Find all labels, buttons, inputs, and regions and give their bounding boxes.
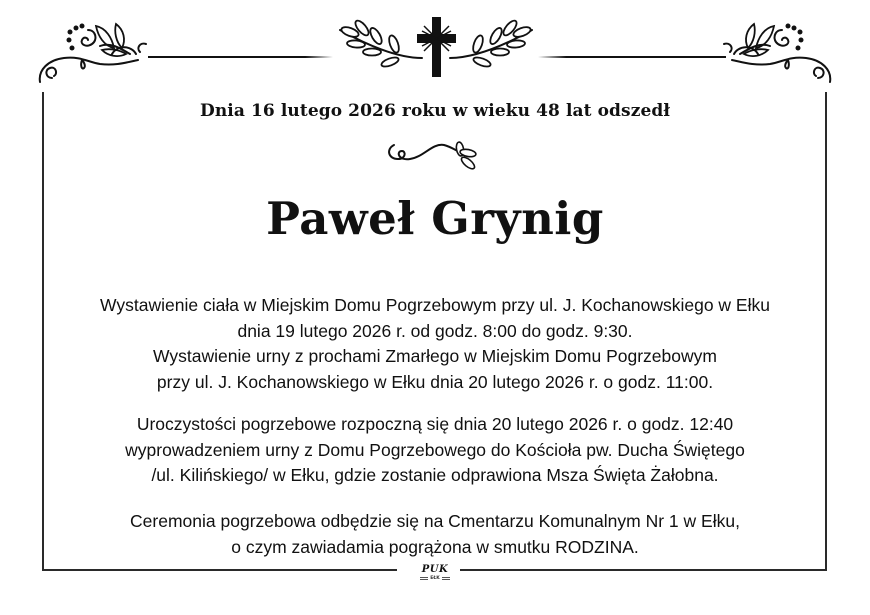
- paragraph-line: o czym zawiadamia pogrążona w smutku RODZINA.: [231, 536, 639, 557]
- logo-bar-decoration: [420, 577, 428, 580]
- floral-flourish-left-icon: [36, 18, 154, 84]
- paragraph-line: przy ul. J. Kochanowskiego w Ełku dnia 20 lutego 2026 r. o godz. 11:00.: [156, 371, 714, 392]
- logo-bar-decoration: [442, 577, 450, 580]
- frame-border-bottom-right: [460, 569, 827, 571]
- top-rule-left: [148, 56, 333, 58]
- paragraph-line: Ceremonia pogrzebowa odbędzie się na Cmentarzu Komunalnym Nr 1 w Ełku,: [130, 511, 740, 531]
- burial-paragraph: [0, 509, 870, 560]
- cross-with-laurel-icon: [336, 14, 536, 80]
- viewing-details-paragraph: [0, 293, 870, 395]
- logo-main-text: PUK: [421, 564, 449, 575]
- puk-elk-logo: [412, 565, 458, 581]
- funeral-ceremony-paragraph: [0, 412, 870, 489]
- deceased-name: Paweł Grynig: [266, 192, 604, 245]
- paragraph-line: Wystawienie urny z prochami Zmarłego w Miejskim Domu Pogrzebowym: [153, 346, 717, 366]
- paragraph-line: dnia 19 lutego 2026 r. od godz. 8:00 do godz. 9:30.: [237, 320, 633, 341]
- top-rule-right: [538, 56, 726, 58]
- paragraph-line: Uroczystości pogrzebowe rozpoczną się dnia 20 lutego 2026 r. o godz. 12:40: [136, 414, 734, 434]
- frame-border-bottom-left: [42, 569, 397, 571]
- paragraph-line: /ul. Kilińskiego/ w Ełku, gdzie zostanie odprawiona Msza Święta Żałobna.: [151, 465, 719, 485]
- death-announcement-headline: Dnia 16 lutego 2026 roku w wieku 48 lat odszedł: [199, 101, 671, 121]
- paragraph-line: Wystawienie ciała w Miejskim Domu Pogrzebowym przy ul. J. Kochanowskiego w Ełku: [100, 295, 770, 315]
- logo-sub-text: EŁK: [430, 576, 440, 581]
- floral-flourish-right-icon: [716, 18, 834, 84]
- paragraph-line: wyprowadzeniem urny z Domu Pogrzebowego do Kościoła pw. Ducha Świętego: [125, 439, 745, 460]
- vine-divider-icon: [384, 139, 486, 173]
